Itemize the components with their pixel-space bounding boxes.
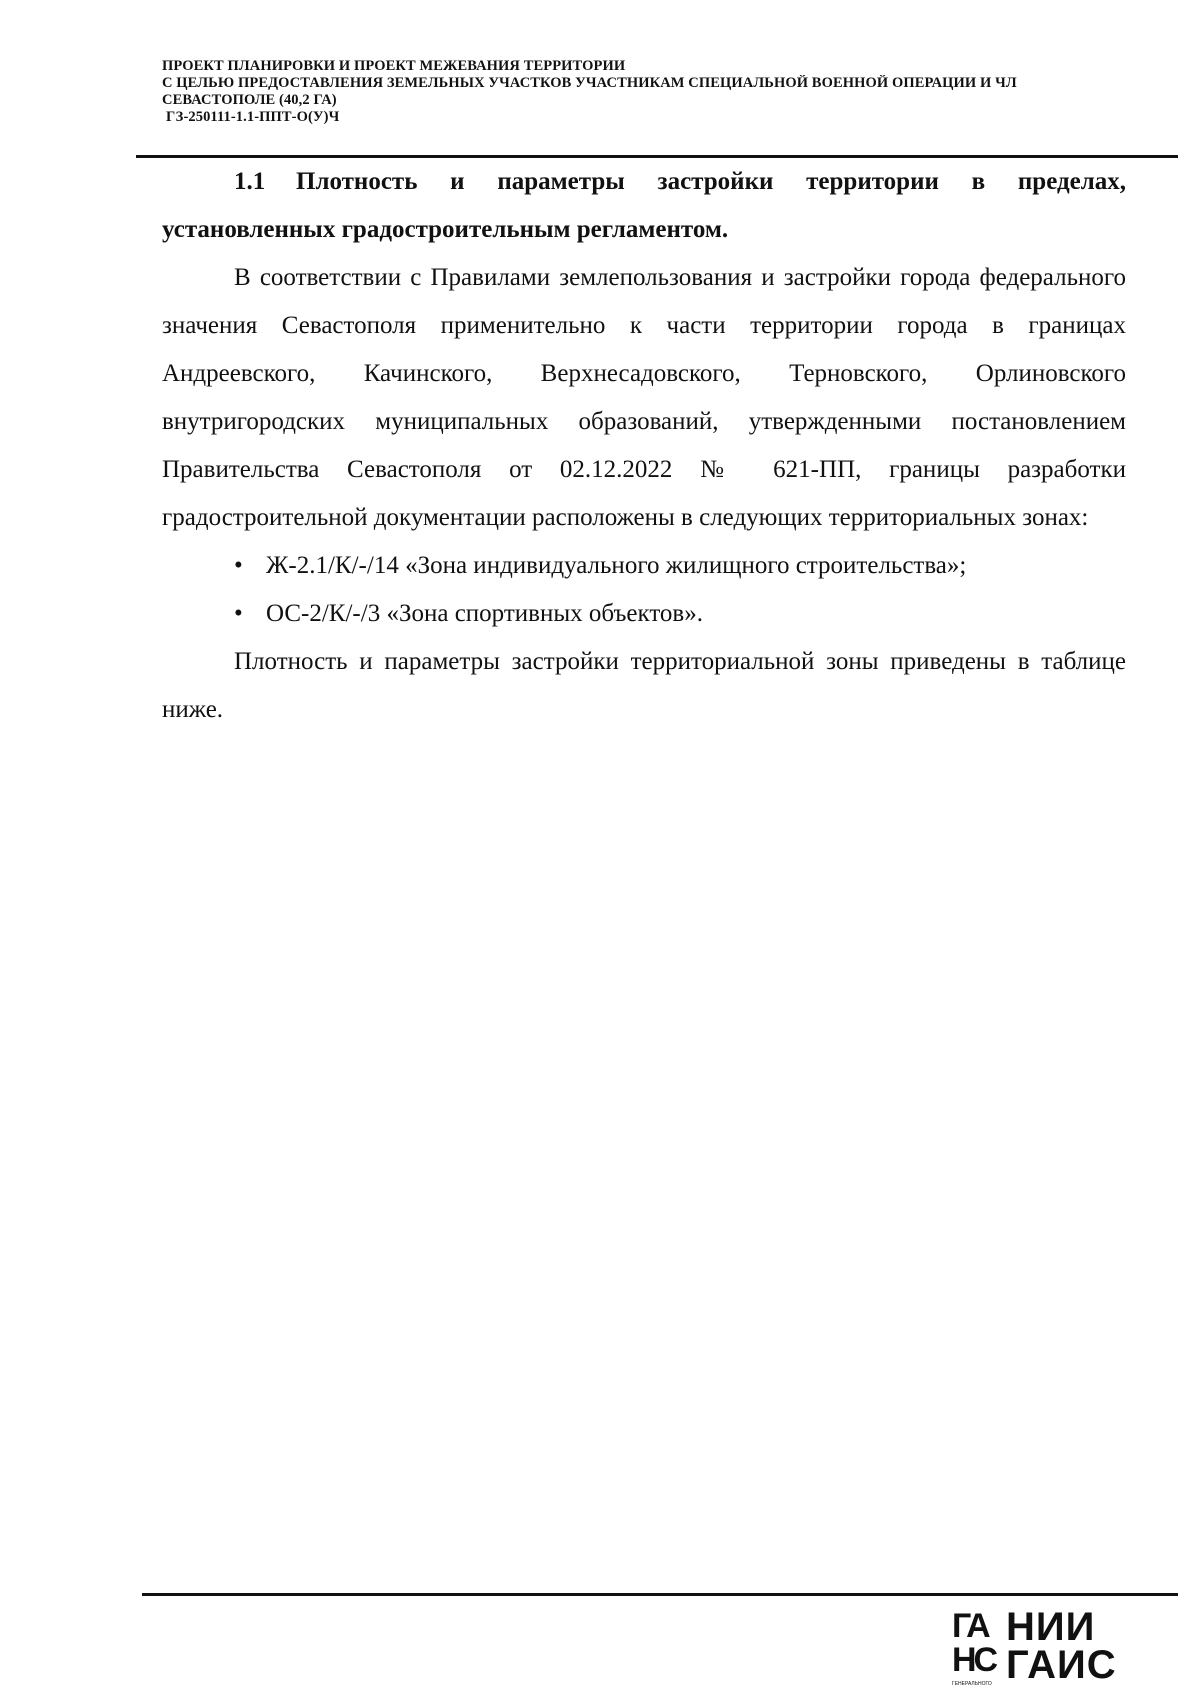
logo-mark — [952, 1607, 1000, 1691]
page-content — [162, 158, 1126, 734]
footer-divider — [142, 1593, 1178, 1596]
bullet-icon: • — [234, 552, 243, 579]
zone-list — [162, 542, 1126, 638]
list-item — [162, 590, 1126, 638]
paragraph-table-ref: Плотность и параметры застройки территориальной зоны приведены в таблице ниже. — [162, 648, 1126, 723]
section-title: Плотность и параметры застройки территории в пределах, установленных градостроительным регламентом. — [162, 168, 1126, 243]
header-line-1: ПРОЕКТ ПЛАНИРОВКИ И ПРОЕКТ МЕЖЕВАНИЯ ТЕРРИТОРИИ — [162, 58, 626, 74]
list-item — [162, 542, 1126, 590]
nii-gais-logo — [952, 1607, 1132, 1691]
paragraph-zones-intro: В соответствии с Правилами землепользования и застройки города федерального значения Севастополя применительно к части территории города в границах Андреевского, Качинского, Верхнесадовского, Терновского, Орлиновского внутригородских муниципальных образований, утвержденными постановлением Правительства Севастополя от 02.12.2022 № 621-ПП, границы разработки градостроительной документации расположены в следующих территориальных зонах: — [162, 264, 1126, 531]
logo-mark-bottom: НС — [952, 1641, 996, 1679]
logo-word-bottom: ГАИС — [1006, 1643, 1117, 1687]
logo-mark-caption: ГЕНЕРАЛЬНОГО — [952, 1681, 992, 1687]
logo-mark-top: ГА — [952, 1607, 988, 1645]
section-heading — [162, 158, 1126, 254]
header-line-3: СЕВАСТОПОЛЕ (40,2 ГА) — [162, 92, 337, 108]
zone-item-text: Ж-2.1/К/-/14 «Зона индивидуального жилищного строительства»; — [266, 552, 967, 579]
document-code: ГЗ-250111-1.1-ППТ-О(У)Ч — [166, 109, 340, 125]
zone-item-text: ОС-2/К/-/3 «Зона спортивных объектов». — [266, 600, 703, 627]
logo-word-top: НИИ — [1006, 1605, 1096, 1649]
document-header — [162, 58, 1192, 126]
section-number: 1.1 — [234, 168, 266, 195]
header-line-2: С ЦЕЛЬЮ ПРЕДОСТАВЛЕНИЯ ЗЕМЕЛЬНЫХ УЧАСТКОВ УЧАСТНИКАМ СПЕЦИАЛЬНОЙ ВОЕННОЙ ОПЕРАЦИИ И ЧЛ — [162, 75, 1017, 91]
bullet-icon: • — [234, 600, 243, 627]
